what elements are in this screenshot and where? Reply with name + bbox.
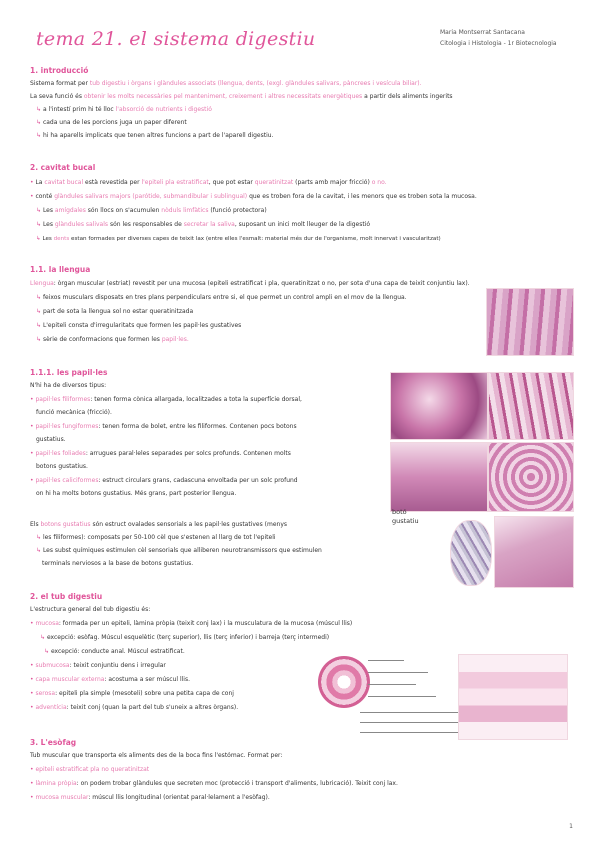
text-line: • papil·les filiformes: tenen forma cònica allargada, localitzades a tota la superfície dorsal, (30, 396, 302, 403)
text-line: • làmina pròpia: on podem trobar glàndules que secreten moc (protecció i transport d'aliments, lubricació). Teixit conj lax. (30, 780, 398, 787)
text-line: ↳ hi ha aparells implicats que tenen altres funcions a part de l'aparell digestiu. (36, 132, 274, 139)
section-heading-tub-digestiu: 2. el tub digestiu (30, 592, 103, 601)
text-line: ↳ Les glàndules salivals són les responsables de secretar la saliva, suposant un inici molt lleuger de la digestió (36, 221, 371, 228)
circumvallate-papillae-image (488, 442, 574, 512)
text-line: ↳ Les dents estan formades per diverses capes de teixit lax (entre elles l'esmalt: material més dur de l'organisme, molt innervat i vascularitzat) (36, 236, 441, 242)
text-line: • La cavitat bucal està revestida per l'epiteli pla estratificat, que pot estar queratinitzat (parts amb major fricció) o no. (30, 179, 387, 186)
text-line: ↳ cada una de les porcions juga un paper diferent (36, 119, 187, 126)
text-line: terminals nerviosos a la base de botons gustatius. (42, 560, 194, 567)
text-line: La seva funció és obtenir les molts necessàries pel manteniment, creixement i altres necessitats energètiques a partir dels aliments ingerits (30, 93, 453, 100)
text-line: botons gustatius. (36, 463, 88, 470)
filiform-papillae-image (390, 372, 488, 440)
text-line: on hi ha molts botons gustatius. Més grans, part posterior llengua. (36, 490, 237, 497)
taste-bud-label: botó gustatiu (392, 508, 419, 525)
diagram-leader-line (368, 684, 416, 685)
text-line: ↳ feixos musculars disposats en tres plans perpendiculars entre si, el que permet un control ampli en el mov de la llengua. (36, 294, 407, 301)
text-line: • mucosa: formada per un epiteli, làmina pròpia (teixit conj lax) i la musculatura de la mucosa (múscul llis) (30, 620, 353, 627)
taste-bud-diagram (450, 520, 492, 586)
text-line: • mucosa muscular: múscul llis longitudinal (orientat paral·lelament a l'esòfag). (30, 794, 270, 801)
text-line: • papil·les fungiformes: tenen forma de bolet, entre les filiformes. Contenen pocs botons (30, 423, 297, 430)
text-line: N'hi ha de diversos tipus: (30, 382, 107, 389)
text-line: ↳ les filiformes): composats per 50-100 cèl que s'estenen al llarg de tot l'epiteli (36, 534, 276, 541)
text-line: L'estructura general del tub digestiu és: (30, 606, 151, 613)
text-line: ↳ excepció: esòfag. Múscul esquelètic (terç superior), llis (terç inferior) i barreja (terç intermedi) (40, 634, 330, 641)
text-line: funció mecànica (fricció). (36, 409, 112, 416)
section-heading-llengua: 1.1. la llengua (30, 265, 91, 274)
text-line: ↳ excepció: conducte anal. Múscul estratificat. (44, 648, 185, 655)
foliate-papillae-image (390, 442, 488, 512)
diagram-leader-line (360, 712, 460, 713)
diagram-leader-line (368, 660, 404, 661)
text-line: Tub muscular que transporta els aliments des de la boca fins l'estómac. Format per: (30, 752, 283, 759)
page-title: tema 21. el sistema digestiu (36, 28, 316, 50)
diagram-leader-line (368, 696, 436, 697)
text-line: ↳ Les amígdales són llocs on s'acumulen nòduls limfàtics (funció protectora) (36, 207, 267, 214)
text-line: • capa muscular externa: acostuma a ser múscul llis. (30, 676, 190, 683)
text-line: • papil·les caliciformes: estruct circulars grans, cadascuna envoltada per un solc profund (30, 477, 298, 484)
section-heading-introduccio: 1. introducció (30, 66, 89, 75)
author-name: Maria Montserrat Santacana (440, 29, 525, 36)
page-number: 1 (569, 823, 573, 830)
section-heading-esofag: 3. L'esòfag (30, 738, 77, 747)
text-line: • submucosa: teixit conjuntiu dens i irregular (30, 662, 166, 669)
text-line: • papil·les foliades: arrugues paral·leles separades per solcs profunds. Contenen molts (30, 450, 291, 457)
text-line: • adventícia: teixit conj (quan la part del tub s'uneix a altres òrgans). (30, 704, 239, 711)
fungiform-papillae-image (488, 372, 574, 440)
text-line: Llengua: òrgan muscular (estriat) revestit per una mucosa (epiteli estratificat i pla, queratinitzat o no, per sota d'una capa de teixit conjuntiu lax). (30, 280, 470, 287)
text-line: ↳ sèrie de conformacions que formen les papil·les. (36, 336, 189, 343)
text-line: • conté glàndules salivars majors (parótide, submandibular i sublingual) que es troben fora de la cavitat, i les menors que es troben sota la mucosa. (30, 193, 477, 200)
taste-bud-histology-image (494, 516, 574, 588)
author-block (440, 27, 557, 49)
text-line: Sistema format per tub digestiu i òrgans i glàndules associats (llengua, dents, (exgl. glàndules salivars, pàncrees i vesícula biliar). (30, 80, 422, 87)
text-line: ↳ L'epiteli consta d'irregularitats que formen les papil·les gustatives (36, 322, 242, 329)
text-line: Els botons gustatius són estruct ovalades sensorials a les papil·les gustatives (menys (30, 521, 287, 528)
diagram-leader-line (368, 672, 428, 673)
course-name: Citologia i Histologia - 1r Biotecnologia (440, 40, 557, 47)
text-line: gustatius. (36, 436, 66, 443)
digestive-tube-cross-section-diagram (318, 656, 370, 708)
text-line: ↳ Les subst químiques estimulen cèl sensorials que alliberen neurotransmissors que estimulen (36, 547, 322, 554)
text-line: • epiteli estratificat pla no queratinitzat (30, 766, 150, 773)
section-heading-cavitat-bucal: 2. cavitat bucal (30, 163, 96, 172)
digestive-wall-layers-diagram (458, 654, 568, 740)
text-line: • serosa: epiteli pla simple (mesoteli) sobre una petita capa de conj (30, 690, 234, 697)
text-line: ↳ a l'intestí prim hi té lloc l'absorció de nutrients i digestió (36, 106, 212, 113)
section-heading-papilles: 1.1.1. les papil·les (30, 368, 108, 377)
text-line: ↳ part de sota la llengua sol no estar queratinitzada (36, 308, 194, 315)
tongue-histology-image (486, 288, 574, 356)
